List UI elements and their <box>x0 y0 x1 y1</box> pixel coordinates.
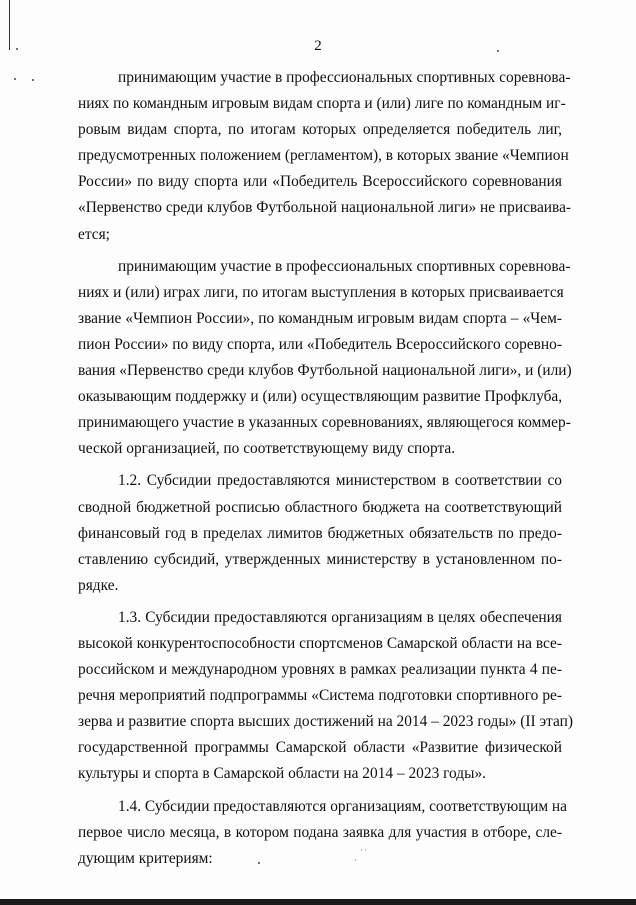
paragraph <box>78 254 572 463</box>
text-line: высокой конкурентоспособности спортсменов Самарской области на все- <box>78 634 562 652</box>
text-line: первое число месяца, в котором подана заявка для участия в отборе, сле- <box>78 823 562 841</box>
scan-bottom-edge <box>0 899 636 905</box>
text-line: ровым видам спорта, по итогам которых определяется победитель лиг, <box>78 121 562 139</box>
text-line: ется; <box>78 225 110 243</box>
page-number: 2 <box>314 38 322 54</box>
paragraph <box>78 605 573 788</box>
text-line: 1.3. Субсидии предоставляются организациям в целях обеспечения <box>118 608 562 626</box>
paragraph <box>78 468 562 598</box>
paragraph <box>78 65 572 248</box>
text-line: ческой организацией, по соответствующему виду спорта. <box>78 440 456 458</box>
text-line: России» по виду спорта или «Победитель Всероссийского соревнования <box>78 173 562 191</box>
text-line: предусмотренных положением (регламентом), в которых звание «Чемпион <box>78 147 569 165</box>
scan-dot <box>32 79 34 81</box>
text-line: звание «Чемпион России», по командным игровым видам спорта – «Чем- <box>78 309 562 327</box>
text-line: принимающим участие в профессиональных спортивных соревнова- <box>118 257 571 275</box>
text-line: принимающим участие в профессиональных спортивных соревнова- <box>118 69 571 86</box>
scan-speck: ` <box>354 858 357 868</box>
text-line: оказывающим поддержку и (или) осуществляющим развитие Профклуба, <box>78 388 563 406</box>
text-line: 1.2. Субсидии предоставляются министерством в соответствии со <box>118 472 562 490</box>
scan-dot <box>14 78 16 80</box>
text-line: «Первенство среди клубов Футбольной национальной лиги» не присваива- <box>78 199 572 217</box>
text-line: 1.4. Субсидии предоставляются организациям, соответствующим на <box>118 797 567 815</box>
text-line: ставлению субсидий, утвержденных министерству в установленном по- <box>78 550 562 568</box>
scan-speck: ˙ ̇ <box>360 848 366 858</box>
text-line: российском и международном уровнях в рамках реализации пункта 4 пе- <box>78 661 562 679</box>
text-line: зерва и развитие спорта высших достижений на 2014 – 2023 годы» (II этап) <box>78 713 573 731</box>
text-line: рядке. <box>78 576 119 594</box>
text-line: ниях по командным игровым видам спорта и (или) лиге по командным иг- <box>78 95 566 113</box>
text-line: государственной программы Самарской области «Развитие физической <box>78 739 562 757</box>
text-line: финансовый год в пределах лимитов бюджетных обязательств по предо- <box>78 524 562 542</box>
text-line: дующим критериям: <box>78 849 213 867</box>
text-line: вания «Первенство среди клубов Футбольной национальной лиги», и (или) <box>78 362 572 380</box>
text-line: культуры и спорта в Самарской области на 2014 – 2023 годы». <box>78 765 487 783</box>
paragraph <box>78 794 567 872</box>
text-line: пион России» по виду спорта, или «Победитель Всероссийского соревно- <box>78 335 562 353</box>
text-line: речня мероприятий подпрограммы «Система подготовки спортивного ре- <box>78 687 562 705</box>
text-line: ниях и (или) играх лиги, по итогам выступления в которых присваивается <box>78 283 564 301</box>
text-line: принимающего участие в указанных соревнованиях, являющегося коммер- <box>78 414 571 432</box>
body-text <box>78 65 573 872</box>
text-line: сводной бюджетной росписью областного бюджета на соответствующий <box>78 498 562 516</box>
